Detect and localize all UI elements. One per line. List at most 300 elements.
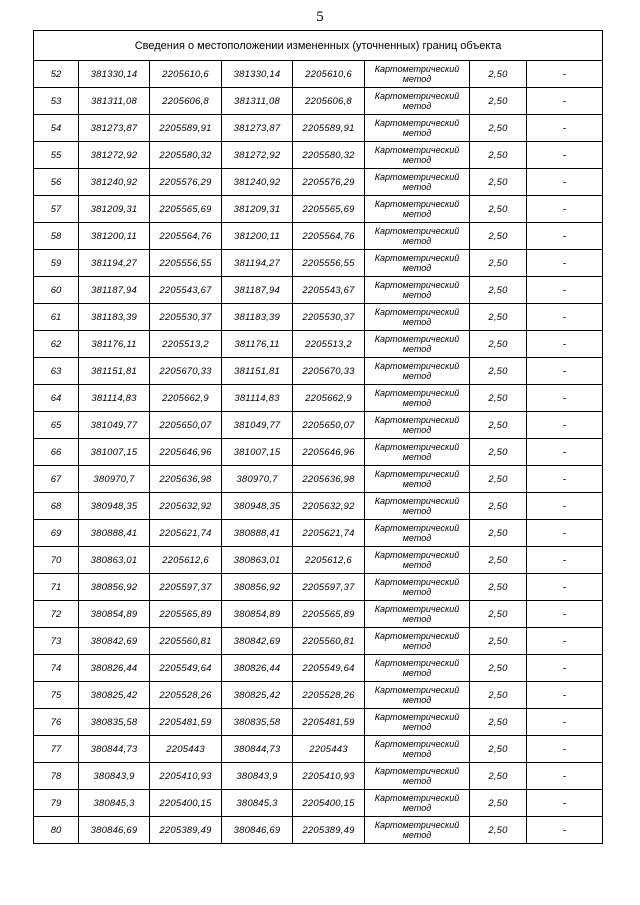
method-line-2: метод — [402, 236, 432, 246]
page-number: 5 — [316, 9, 324, 25]
note-cell: - — [527, 439, 603, 466]
point-number-cell: 53 — [34, 88, 79, 115]
new-y-cell: 2205580,32 — [293, 142, 365, 169]
existing-y-cell: 2205646,96 — [150, 439, 222, 466]
point-number-cell: 66 — [34, 439, 79, 466]
point-number-cell: 58 — [34, 223, 79, 250]
method-cell — [365, 250, 470, 277]
point-number-cell: 72 — [34, 601, 79, 628]
method-line-1: Картометрический — [374, 577, 460, 587]
new-x-cell: 380843,9 — [222, 763, 293, 790]
existing-y-cell: 2205580,32 — [150, 142, 222, 169]
point-number-cell: 69 — [34, 520, 79, 547]
method-line-2: метод — [402, 533, 432, 543]
existing-y-cell: 2205610,6 — [150, 61, 222, 88]
existing-y-cell: 2205632,92 — [150, 493, 222, 520]
note-cell: - — [527, 412, 603, 439]
existing-y-cell: 2205543,67 — [150, 277, 222, 304]
method-line-2: метод — [402, 641, 432, 651]
point-number-cell: 65 — [34, 412, 79, 439]
table-title: Сведения о местоположении измененных (уточненных) границ объекта — [34, 31, 603, 61]
table-row — [34, 520, 603, 547]
method-cell — [365, 682, 470, 709]
existing-x-cell: 381273,87 — [79, 115, 150, 142]
existing-y-cell: 2205400,15 — [150, 790, 222, 817]
table-row — [34, 169, 603, 196]
new-y-cell: 2205612,6 — [293, 547, 365, 574]
existing-y-cell: 2205589,91 — [150, 115, 222, 142]
new-x-cell: 380854,89 — [222, 601, 293, 628]
existing-y-cell: 2205528,26 — [150, 682, 222, 709]
method-cell — [365, 466, 470, 493]
new-x-cell: 380845,3 — [222, 790, 293, 817]
new-y-cell: 2205564,76 — [293, 223, 365, 250]
method-line-2: метод — [402, 317, 432, 327]
method-cell — [365, 709, 470, 736]
point-number-cell: 76 — [34, 709, 79, 736]
note-cell: - — [527, 358, 603, 385]
accuracy-cell: 2,50 — [470, 412, 527, 439]
note-cell: - — [527, 304, 603, 331]
method-line-1: Картометрический — [374, 631, 460, 641]
existing-x-cell: 381200,11 — [79, 223, 150, 250]
table-row — [34, 277, 603, 304]
point-number-cell: 80 — [34, 817, 79, 844]
method-line-1: Картометрический — [374, 172, 460, 182]
point-number-cell: 79 — [34, 790, 79, 817]
note-cell: - — [527, 547, 603, 574]
method-cell — [365, 655, 470, 682]
existing-x-cell: 380863,01 — [79, 547, 150, 574]
accuracy-cell: 2,50 — [470, 655, 527, 682]
point-number-cell: 78 — [34, 763, 79, 790]
existing-x-cell: 380845,3 — [79, 790, 150, 817]
existing-y-cell: 2205565,89 — [150, 601, 222, 628]
method-line-2: метод — [402, 74, 432, 84]
existing-x-cell: 380825,42 — [79, 682, 150, 709]
new-y-cell: 2205662,9 — [293, 385, 365, 412]
new-x-cell: 381151,81 — [222, 358, 293, 385]
table-row — [34, 709, 603, 736]
point-number-cell: 59 — [34, 250, 79, 277]
method-line-2: метод — [402, 452, 432, 462]
point-number-cell: 54 — [34, 115, 79, 142]
table-row — [34, 88, 603, 115]
method-cell — [365, 88, 470, 115]
existing-x-cell: 380970,7 — [79, 466, 150, 493]
existing-y-cell: 2205560,81 — [150, 628, 222, 655]
point-number-cell: 73 — [34, 628, 79, 655]
table-row — [34, 115, 603, 142]
accuracy-cell: 2,50 — [470, 358, 527, 385]
new-x-cell: 381330,14 — [222, 61, 293, 88]
method-line-1: Картометрический — [374, 145, 460, 155]
method-line-2: метод — [402, 371, 432, 381]
method-line-1: Картометрический — [374, 550, 460, 560]
existing-x-cell: 381194,27 — [79, 250, 150, 277]
method-line-2: метод — [402, 263, 432, 273]
note-cell: - — [527, 790, 603, 817]
new-x-cell: 380846,69 — [222, 817, 293, 844]
method-cell — [365, 493, 470, 520]
method-cell — [365, 520, 470, 547]
existing-x-cell: 381151,81 — [79, 358, 150, 385]
existing-y-cell: 2205565,69 — [150, 196, 222, 223]
method-line-1: Картометрический — [374, 307, 460, 317]
method-line-2: метод — [402, 479, 432, 489]
method-line-2: метод — [402, 344, 432, 354]
table-body — [34, 31, 603, 844]
method-cell — [365, 277, 470, 304]
existing-y-cell: 2205612,6 — [150, 547, 222, 574]
table-row — [34, 763, 603, 790]
existing-y-cell: 2205549,64 — [150, 655, 222, 682]
existing-x-cell: 381240,92 — [79, 169, 150, 196]
note-cell: - — [527, 277, 603, 304]
new-y-cell: 2205443 — [293, 736, 365, 763]
method-line-1: Картометрический — [374, 820, 460, 830]
note-cell: - — [527, 196, 603, 223]
method-line-1: Картометрический — [374, 118, 460, 128]
method-line-2: метод — [402, 560, 432, 570]
method-cell — [365, 358, 470, 385]
new-y-cell: 2205636,98 — [293, 466, 365, 493]
new-y-cell: 2205528,26 — [293, 682, 365, 709]
method-cell — [365, 142, 470, 169]
accuracy-cell: 2,50 — [470, 115, 527, 142]
new-x-cell: 380825,42 — [222, 682, 293, 709]
note-cell: - — [527, 250, 603, 277]
new-y-cell: 2205560,81 — [293, 628, 365, 655]
method-line-2: метод — [402, 803, 432, 813]
table-row — [34, 223, 603, 250]
method-line-2: метод — [402, 101, 432, 111]
method-line-1: Картометрический — [374, 253, 460, 263]
new-x-cell: 381311,08 — [222, 88, 293, 115]
note-cell: - — [527, 709, 603, 736]
existing-x-cell: 380842,69 — [79, 628, 150, 655]
existing-y-cell: 2205443 — [150, 736, 222, 763]
method-line-1: Картометрический — [374, 91, 460, 101]
method-cell — [365, 169, 470, 196]
method-cell — [365, 547, 470, 574]
method-line-2: метод — [402, 776, 432, 786]
accuracy-cell: 2,50 — [470, 574, 527, 601]
method-line-1: Картометрический — [374, 523, 460, 533]
method-line-1: Картометрический — [374, 793, 460, 803]
new-x-cell: 380948,35 — [222, 493, 293, 520]
table-row — [34, 304, 603, 331]
existing-x-cell: 380856,92 — [79, 574, 150, 601]
new-x-cell: 381176,11 — [222, 331, 293, 358]
point-number-cell: 63 — [34, 358, 79, 385]
table-row — [34, 250, 603, 277]
point-number-cell: 75 — [34, 682, 79, 709]
new-x-cell: 380970,7 — [222, 466, 293, 493]
existing-y-cell: 2205650,07 — [150, 412, 222, 439]
accuracy-cell: 2,50 — [470, 304, 527, 331]
table-row — [34, 682, 603, 709]
method-cell — [365, 412, 470, 439]
method-line-1: Картометрический — [374, 469, 460, 479]
point-number-cell: 70 — [34, 547, 79, 574]
new-y-cell: 2205565,69 — [293, 196, 365, 223]
accuracy-cell: 2,50 — [470, 88, 527, 115]
accuracy-cell: 2,50 — [470, 763, 527, 790]
method-line-2: метод — [402, 695, 432, 705]
method-line-1: Картометрический — [374, 334, 460, 344]
point-number-cell: 57 — [34, 196, 79, 223]
method-line-2: метод — [402, 398, 432, 408]
note-cell: - — [527, 763, 603, 790]
accuracy-cell: 2,50 — [470, 277, 527, 304]
existing-x-cell: 380888,41 — [79, 520, 150, 547]
accuracy-cell: 2,50 — [470, 142, 527, 169]
new-y-cell: 2205481,59 — [293, 709, 365, 736]
method-cell — [365, 763, 470, 790]
note-cell: - — [527, 466, 603, 493]
point-number-cell: 67 — [34, 466, 79, 493]
new-x-cell: 380835,58 — [222, 709, 293, 736]
boundary-coordinates-table — [33, 30, 603, 844]
note-cell: - — [527, 601, 603, 628]
existing-x-cell: 381330,14 — [79, 61, 150, 88]
note-cell: - — [527, 169, 603, 196]
existing-y-cell: 2205389,49 — [150, 817, 222, 844]
new-y-cell: 2205410,93 — [293, 763, 365, 790]
new-x-cell: 381187,94 — [222, 277, 293, 304]
point-number-cell: 56 — [34, 169, 79, 196]
existing-x-cell: 380948,35 — [79, 493, 150, 520]
method-cell — [365, 574, 470, 601]
note-cell: - — [527, 493, 603, 520]
new-y-cell: 2205549,64 — [293, 655, 365, 682]
table-row — [34, 466, 603, 493]
accuracy-cell: 2,50 — [470, 736, 527, 763]
accuracy-cell: 2,50 — [470, 520, 527, 547]
new-x-cell: 381114,83 — [222, 385, 293, 412]
new-x-cell: 381007,15 — [222, 439, 293, 466]
note-cell: - — [527, 520, 603, 547]
method-line-2: метод — [402, 290, 432, 300]
new-y-cell: 2205513,2 — [293, 331, 365, 358]
new-y-cell: 2205389,49 — [293, 817, 365, 844]
new-x-cell: 381194,27 — [222, 250, 293, 277]
method-line-1: Картометрический — [374, 226, 460, 236]
existing-y-cell: 2205597,37 — [150, 574, 222, 601]
accuracy-cell: 2,50 — [470, 385, 527, 412]
existing-y-cell: 2205670,33 — [150, 358, 222, 385]
new-x-cell: 380842,69 — [222, 628, 293, 655]
accuracy-cell: 2,50 — [470, 682, 527, 709]
method-line-2: метод — [402, 155, 432, 165]
existing-x-cell: 381187,94 — [79, 277, 150, 304]
new-x-cell: 380844,73 — [222, 736, 293, 763]
new-y-cell: 2205606,8 — [293, 88, 365, 115]
accuracy-cell: 2,50 — [470, 223, 527, 250]
method-cell — [365, 817, 470, 844]
table-title-row — [34, 31, 603, 61]
table-row — [34, 655, 603, 682]
new-x-cell: 381240,92 — [222, 169, 293, 196]
method-line-1: Картометрический — [374, 658, 460, 668]
existing-x-cell: 380846,69 — [79, 817, 150, 844]
method-line-2: метод — [402, 425, 432, 435]
point-number-cell: 74 — [34, 655, 79, 682]
new-y-cell: 2205650,07 — [293, 412, 365, 439]
existing-y-cell: 2205621,74 — [150, 520, 222, 547]
new-y-cell: 2205556,55 — [293, 250, 365, 277]
new-y-cell: 2205576,29 — [293, 169, 365, 196]
new-y-cell: 2205400,15 — [293, 790, 365, 817]
accuracy-cell: 2,50 — [470, 331, 527, 358]
table-row — [34, 628, 603, 655]
existing-x-cell: 381176,11 — [79, 331, 150, 358]
new-x-cell: 381209,31 — [222, 196, 293, 223]
point-number-cell: 68 — [34, 493, 79, 520]
point-number-cell: 77 — [34, 736, 79, 763]
method-line-1: Картометрический — [374, 604, 460, 614]
method-cell — [365, 331, 470, 358]
method-line-1: Картометрический — [374, 739, 460, 749]
existing-x-cell: 381114,83 — [79, 385, 150, 412]
point-number-cell: 60 — [34, 277, 79, 304]
table-row — [34, 736, 603, 763]
new-y-cell: 2205610,6 — [293, 61, 365, 88]
existing-x-cell: 381311,08 — [79, 88, 150, 115]
method-line-2: метод — [402, 128, 432, 138]
accuracy-cell: 2,50 — [470, 439, 527, 466]
note-cell: - — [527, 331, 603, 358]
method-line-1: Картометрический — [374, 388, 460, 398]
new-y-cell: 2205632,92 — [293, 493, 365, 520]
table-row — [34, 790, 603, 817]
point-number-cell: 52 — [34, 61, 79, 88]
method-line-1: Картометрический — [374, 496, 460, 506]
accuracy-cell: 2,50 — [470, 547, 527, 574]
existing-y-cell: 2205606,8 — [150, 88, 222, 115]
method-line-1: Картометрический — [374, 685, 460, 695]
point-number-cell: 62 — [34, 331, 79, 358]
method-line-1: Картометрический — [374, 442, 460, 452]
new-y-cell: 2205646,96 — [293, 439, 365, 466]
existing-x-cell: 380843,9 — [79, 763, 150, 790]
point-number-cell: 71 — [34, 574, 79, 601]
table-row — [34, 817, 603, 844]
new-x-cell: 380863,01 — [222, 547, 293, 574]
method-line-2: метод — [402, 614, 432, 624]
note-cell: - — [527, 61, 603, 88]
method-cell — [365, 790, 470, 817]
accuracy-cell: 2,50 — [470, 790, 527, 817]
existing-y-cell: 2205636,98 — [150, 466, 222, 493]
table-row — [34, 196, 603, 223]
note-cell: - — [527, 88, 603, 115]
existing-y-cell: 2205530,37 — [150, 304, 222, 331]
table-row — [34, 439, 603, 466]
new-y-cell: 2205530,37 — [293, 304, 365, 331]
new-x-cell: 381049,77 — [222, 412, 293, 439]
new-y-cell: 2205543,67 — [293, 277, 365, 304]
new-x-cell: 381183,39 — [222, 304, 293, 331]
method-cell — [365, 628, 470, 655]
method-line-2: метод — [402, 749, 432, 759]
table-row — [34, 547, 603, 574]
table-row — [34, 142, 603, 169]
method-line-1: Картометрический — [374, 280, 460, 290]
new-x-cell: 381272,92 — [222, 142, 293, 169]
table-row — [34, 493, 603, 520]
method-cell — [365, 736, 470, 763]
existing-y-cell: 2205481,59 — [150, 709, 222, 736]
method-cell — [365, 115, 470, 142]
accuracy-cell: 2,50 — [470, 61, 527, 88]
existing-x-cell: 381007,15 — [79, 439, 150, 466]
note-cell: - — [527, 736, 603, 763]
existing-x-cell: 380835,58 — [79, 709, 150, 736]
method-line-1: Картометрический — [374, 712, 460, 722]
method-cell — [365, 61, 470, 88]
point-number-cell: 55 — [34, 142, 79, 169]
existing-x-cell: 381209,31 — [79, 196, 150, 223]
table-row — [34, 61, 603, 88]
table-row — [34, 601, 603, 628]
existing-x-cell: 381272,92 — [79, 142, 150, 169]
method-line-1: Картометрический — [374, 361, 460, 371]
point-number-cell: 64 — [34, 385, 79, 412]
new-x-cell: 381200,11 — [222, 223, 293, 250]
accuracy-cell: 2,50 — [470, 169, 527, 196]
table-row — [34, 385, 603, 412]
accuracy-cell: 2,50 — [470, 709, 527, 736]
table-row — [34, 574, 603, 601]
method-line-2: метод — [402, 182, 432, 192]
existing-y-cell: 2205564,76 — [150, 223, 222, 250]
method-line-2: метод — [402, 668, 432, 678]
note-cell: - — [527, 628, 603, 655]
existing-y-cell: 2205556,55 — [150, 250, 222, 277]
method-line-1: Картометрический — [374, 199, 460, 209]
point-number-cell: 61 — [34, 304, 79, 331]
method-line-2: метод — [402, 722, 432, 732]
method-cell — [365, 223, 470, 250]
existing-x-cell: 381183,39 — [79, 304, 150, 331]
note-cell: - — [527, 655, 603, 682]
new-x-cell: 380888,41 — [222, 520, 293, 547]
accuracy-cell: 2,50 — [470, 628, 527, 655]
note-cell: - — [527, 223, 603, 250]
existing-y-cell: 2205410,93 — [150, 763, 222, 790]
accuracy-cell: 2,50 — [470, 601, 527, 628]
existing-x-cell: 381049,77 — [79, 412, 150, 439]
note-cell: - — [527, 385, 603, 412]
method-cell — [365, 196, 470, 223]
existing-x-cell: 380826,44 — [79, 655, 150, 682]
method-line-1: Картометрический — [374, 766, 460, 776]
method-line-2: метод — [402, 830, 432, 840]
method-cell — [365, 439, 470, 466]
accuracy-cell: 2,50 — [470, 196, 527, 223]
method-line-2: метод — [402, 506, 432, 516]
table-row — [34, 358, 603, 385]
table-row — [34, 412, 603, 439]
new-x-cell: 380826,44 — [222, 655, 293, 682]
method-cell — [365, 304, 470, 331]
method-line-1: Картометрический — [374, 64, 460, 74]
method-line-2: метод — [402, 209, 432, 219]
method-cell — [365, 385, 470, 412]
note-cell: - — [527, 817, 603, 844]
